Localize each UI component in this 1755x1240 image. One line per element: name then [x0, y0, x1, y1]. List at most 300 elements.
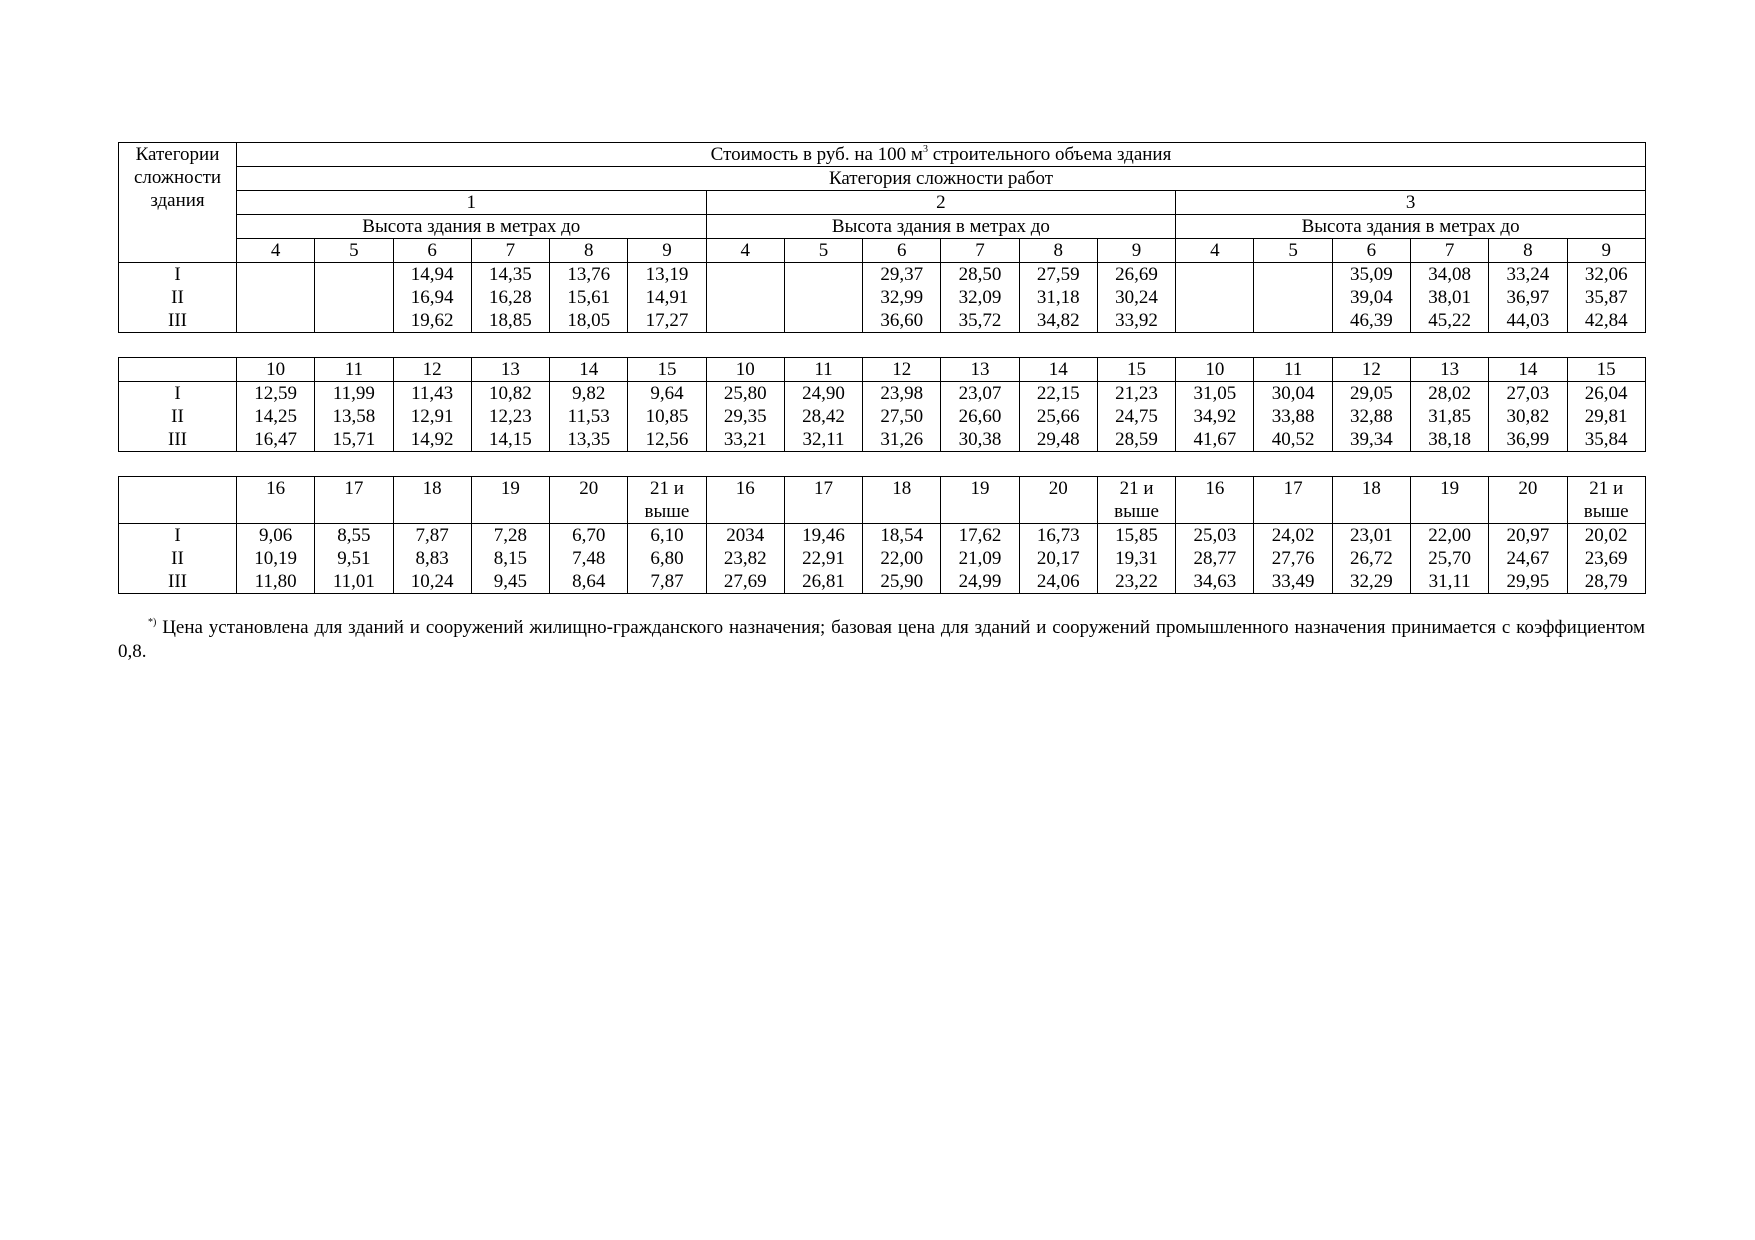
price-value: 36,99 — [1506, 429, 1550, 450]
price-value: 34,82 — [1036, 310, 1080, 331]
price-column — [1567, 382, 1645, 452]
price-value — [317, 309, 390, 332]
footnote-text: Цена установлена для зданий и сооружений жилищно-гражданского назначения; базовая цена для зданий и сооружений промышленного назначения принимается с коэффициентом 0,8. — [118, 617, 1645, 662]
price-value: 28,77 — [1193, 548, 1237, 569]
height-cell: 6 — [863, 239, 941, 263]
price-value: 10,82 — [489, 383, 532, 404]
height-cell: 7 — [471, 239, 549, 263]
height-header-3: Высота здания в метрах до — [1176, 215, 1646, 239]
price-value: 11,53 — [567, 406, 610, 427]
price-value: 24,67 — [1506, 548, 1550, 569]
height-cell: 5 — [1254, 239, 1332, 263]
price-value: 23,98 — [880, 383, 924, 404]
price-value: 20,97 — [1506, 525, 1550, 546]
price-value: 20,17 — [1036, 548, 1080, 569]
price-value: 10,24 — [410, 571, 454, 592]
price-column — [1254, 263, 1332, 333]
height-cell: 10 — [237, 358, 315, 382]
price-value: 28,59 — [1115, 429, 1158, 450]
price-values-row — [119, 524, 1646, 594]
price-value: 23,69 — [1584, 548, 1628, 569]
price-value: 26,69 — [1115, 264, 1158, 285]
price-column — [941, 524, 1019, 594]
price-value: 2034 — [726, 525, 765, 546]
price-column — [1254, 524, 1332, 594]
price-column — [1019, 524, 1097, 594]
price-value: 39,34 — [1349, 429, 1393, 450]
price-column — [1332, 263, 1410, 333]
price-value: 24,90 — [802, 383, 845, 404]
price-value: 38,18 — [1428, 429, 1471, 450]
price-value: 20,02 — [1584, 525, 1628, 546]
price-value: 34,08 — [1428, 264, 1471, 285]
price-value: 30,38 — [958, 429, 1002, 450]
height-header-2: Высота здания в метрах до — [706, 215, 1176, 239]
price-value: 33,92 — [1115, 310, 1158, 331]
price-value: 14,92 — [410, 429, 454, 450]
price-value — [239, 286, 312, 309]
price-value: 19,62 — [410, 310, 454, 331]
price-column — [1332, 524, 1410, 594]
price-column — [393, 263, 471, 333]
category-labels — [119, 524, 237, 594]
price-value: 29,81 — [1584, 406, 1628, 427]
price-column — [1097, 263, 1175, 333]
height-values-row — [119, 358, 1646, 382]
price-value: 18,54 — [880, 525, 924, 546]
price-value — [317, 286, 390, 309]
price-value: 33,49 — [1271, 571, 1315, 592]
height-cell: 15 — [1097, 358, 1175, 382]
price-value: 32,09 — [958, 287, 1002, 308]
building-category-label: III — [168, 429, 187, 450]
price-value: 27,59 — [1036, 264, 1080, 285]
price-value: 30,24 — [1115, 287, 1158, 308]
price-value: 27,50 — [880, 406, 924, 427]
price-value: 16,28 — [489, 287, 532, 308]
price-value: 36,60 — [880, 310, 924, 331]
work-category-3: 3 — [1176, 191, 1646, 215]
price-column — [315, 263, 393, 333]
price-column — [1567, 263, 1645, 333]
price-table-part-1 — [118, 142, 1646, 333]
height-cell: 13 — [941, 358, 1019, 382]
price-value — [709, 286, 782, 309]
height-values-row — [119, 239, 1646, 263]
price-value: 12,91 — [410, 406, 454, 427]
price-column — [1254, 382, 1332, 452]
height-values-row — [119, 477, 1646, 524]
price-value: 38,01 — [1428, 287, 1471, 308]
height-cell: 14 — [550, 358, 628, 382]
price-value: 12,23 — [489, 406, 532, 427]
price-value: 26,81 — [802, 571, 845, 592]
price-value: 6,10 — [650, 525, 684, 546]
price-value: 35,84 — [1584, 429, 1628, 450]
price-value: 39,04 — [1349, 287, 1393, 308]
price-value: 29,48 — [1036, 429, 1080, 450]
price-column — [393, 382, 471, 452]
price-column — [628, 263, 706, 333]
height-cell: 5 — [315, 239, 393, 263]
price-value: 31,18 — [1036, 287, 1080, 308]
price-column — [706, 263, 784, 333]
height-cell: 5 — [784, 239, 862, 263]
price-column — [393, 524, 471, 594]
height-cell: 4 — [1176, 239, 1254, 263]
price-column — [863, 524, 941, 594]
price-column — [237, 524, 315, 594]
price-column — [1410, 524, 1488, 594]
height-cell: 7 — [941, 239, 1019, 263]
price-value: 30,04 — [1271, 383, 1315, 404]
building-category-label: III — [168, 310, 187, 331]
price-value — [239, 263, 312, 286]
price-value: 17,62 — [958, 525, 1002, 546]
height-cell: 21 и выше — [1567, 477, 1645, 524]
price-value: 26,72 — [1349, 548, 1393, 569]
price-value: 17,27 — [645, 310, 689, 331]
work-category-header: Категория сложности работ — [237, 167, 1646, 191]
price-value: 22,15 — [1036, 383, 1080, 404]
price-value: 11,80 — [254, 571, 297, 592]
height-cell: 18 — [393, 477, 471, 524]
price-table-part-2 — [118, 357, 1646, 452]
price-value: 23,82 — [723, 548, 767, 569]
price-value: 9,64 — [650, 383, 684, 404]
price-column — [1176, 524, 1254, 594]
price-value: 15,61 — [567, 287, 611, 308]
price-value: 15,85 — [1115, 525, 1158, 546]
price-value: 14,94 — [410, 264, 454, 285]
price-column — [628, 382, 706, 452]
price-value: 9,51 — [337, 548, 371, 569]
price-value: 24,02 — [1271, 525, 1315, 546]
price-value: 18,85 — [489, 310, 532, 331]
price-value: 14,25 — [254, 406, 297, 427]
price-column — [1410, 263, 1488, 333]
price-column — [1332, 382, 1410, 452]
price-value: 29,95 — [1506, 571, 1550, 592]
height-cell: 19 — [471, 477, 549, 524]
height-cell: 4 — [237, 239, 315, 263]
height-cell: 11 — [1254, 358, 1332, 382]
price-value: 33,24 — [1506, 264, 1550, 285]
price-value: 44,03 — [1506, 310, 1550, 331]
price-value: 25,70 — [1428, 548, 1471, 569]
building-category-label: II — [171, 548, 184, 569]
price-value — [1256, 263, 1329, 286]
price-value: 7,87 — [650, 571, 684, 592]
price-value: 27,03 — [1506, 383, 1550, 404]
price-column — [1489, 263, 1567, 333]
price-value: 34,92 — [1193, 406, 1237, 427]
height-cell: 15 — [628, 358, 706, 382]
height-cell: 9 — [1567, 239, 1645, 263]
price-value: 34,63 — [1193, 571, 1237, 592]
height-cell: 10 — [706, 358, 784, 382]
price-column — [784, 524, 862, 594]
price-value: 25,80 — [723, 383, 767, 404]
price-value: 10,85 — [645, 406, 689, 427]
height-cell: 8 — [1019, 239, 1097, 263]
price-column — [1019, 263, 1097, 333]
price-column — [784, 382, 862, 452]
price-value: 33,21 — [723, 429, 767, 450]
price-column — [706, 382, 784, 452]
price-value: 7,28 — [493, 525, 528, 546]
price-value: 10,19 — [254, 548, 297, 569]
price-value: 28,02 — [1428, 383, 1471, 404]
price-column — [550, 263, 628, 333]
price-value: 45,22 — [1428, 310, 1471, 331]
price-column — [1489, 382, 1567, 452]
price-value: 8,55 — [337, 525, 371, 546]
price-column — [1567, 524, 1645, 594]
height-cell: 19 — [1410, 477, 1488, 524]
price-column — [471, 382, 549, 452]
price-value: 31,05 — [1193, 383, 1237, 404]
height-cell: 21 и выше — [628, 477, 706, 524]
price-value: 29,35 — [723, 406, 767, 427]
price-value: 28,50 — [958, 264, 1002, 285]
price-value: 6,70 — [572, 525, 606, 546]
height-cell: 9 — [1097, 239, 1175, 263]
price-value: 13,19 — [645, 264, 689, 285]
price-column — [1097, 524, 1175, 594]
price-column — [863, 382, 941, 452]
price-value — [787, 309, 860, 332]
price-value: 32,29 — [1349, 571, 1393, 592]
price-value: 25,66 — [1036, 406, 1080, 427]
price-values-row — [119, 382, 1646, 452]
building-category-label: II — [171, 406, 184, 427]
height-cell: 14 — [1489, 358, 1567, 382]
price-column — [550, 524, 628, 594]
price-value: 42,84 — [1584, 310, 1628, 331]
price-value: 14,35 — [489, 264, 532, 285]
price-value — [709, 309, 782, 332]
price-value: 29,37 — [880, 264, 924, 285]
price-value: 24,06 — [1036, 571, 1080, 592]
price-column — [706, 524, 784, 594]
price-value: 19,31 — [1115, 548, 1158, 569]
height-cell: 7 — [1410, 239, 1488, 263]
document-page — [118, 142, 1645, 683]
building-category-label: II — [171, 287, 184, 308]
height-cell: 13 — [471, 358, 549, 382]
height-cell: 17 — [1254, 477, 1332, 524]
price-value: 9,06 — [259, 525, 293, 546]
price-value: 13,35 — [567, 429, 611, 450]
price-values-row — [119, 263, 1646, 333]
price-column — [315, 524, 393, 594]
price-value: 24,99 — [958, 571, 1002, 592]
price-value: 33,88 — [1271, 406, 1315, 427]
price-value: 13,58 — [332, 406, 376, 427]
price-value: 12,56 — [645, 429, 689, 450]
price-value: 32,06 — [1584, 264, 1628, 285]
price-value: 19,46 — [802, 525, 845, 546]
price-column — [471, 263, 549, 333]
price-value: 18,05 — [567, 310, 611, 331]
price-column — [1176, 263, 1254, 333]
building-category-label: I — [174, 264, 181, 285]
price-column — [1489, 524, 1567, 594]
height-cell: 17 — [784, 477, 862, 524]
price-value: 46,39 — [1349, 310, 1393, 331]
price-value — [1178, 263, 1251, 286]
height-cell: 12 — [1332, 358, 1410, 382]
price-value: 27,69 — [723, 571, 767, 592]
height-cell: 20 — [550, 477, 628, 524]
price-value: 35,09 — [1349, 264, 1393, 285]
row-label-header — [119, 358, 237, 382]
price-value: 8,83 — [415, 548, 449, 569]
price-value: 22,91 — [802, 548, 845, 569]
footnote — [118, 616, 1645, 664]
price-value: 24,75 — [1115, 406, 1158, 427]
price-value: 11,43 — [411, 383, 454, 404]
category-labels — [119, 263, 237, 333]
height-cell: 18 — [1332, 477, 1410, 524]
height-cell: 14 — [1019, 358, 1097, 382]
price-value: 25,90 — [880, 571, 924, 592]
price-column — [237, 382, 315, 452]
price-value: 13,76 — [567, 264, 611, 285]
price-value: 31,11 — [1428, 571, 1471, 592]
height-cell: 10 — [1176, 358, 1254, 382]
height-cell: 17 — [315, 477, 393, 524]
price-column — [471, 524, 549, 594]
height-cell: 4 — [706, 239, 784, 263]
price-value: 36,97 — [1506, 287, 1550, 308]
price-value: 16,47 — [254, 429, 297, 450]
price-value: 32,99 — [880, 287, 924, 308]
price-value: 26,04 — [1584, 383, 1628, 404]
work-category-2: 2 — [706, 191, 1176, 215]
height-cell: 8 — [550, 239, 628, 263]
price-value: 14,91 — [645, 287, 689, 308]
price-value — [787, 263, 860, 286]
price-value: 12,59 — [254, 383, 297, 404]
height-cell: 6 — [393, 239, 471, 263]
title-text: Стоимость в руб. на 100 м — [710, 144, 923, 165]
price-column — [315, 382, 393, 452]
price-value: 27,76 — [1271, 548, 1315, 569]
price-value: 41,67 — [1193, 429, 1237, 450]
category-labels — [119, 382, 237, 452]
height-cell: 16 — [706, 477, 784, 524]
price-value: 11,01 — [332, 571, 375, 592]
height-cell: 13 — [1410, 358, 1488, 382]
price-value: 11,99 — [332, 383, 375, 404]
price-value — [709, 263, 782, 286]
height-cell: 16 — [237, 477, 315, 524]
height-cell: 18 — [863, 477, 941, 524]
price-value: 16,94 — [410, 287, 454, 308]
price-column — [863, 263, 941, 333]
price-column — [1410, 382, 1488, 452]
price-value: 29,05 — [1349, 383, 1393, 404]
price-value: 40,52 — [1271, 429, 1315, 450]
price-column — [1097, 382, 1175, 452]
price-value: 7,87 — [415, 525, 449, 546]
corner-header: Категории сложности здания — [119, 143, 237, 263]
price-value — [1256, 286, 1329, 309]
price-value: 23,07 — [958, 383, 1002, 404]
price-value: 25,03 — [1193, 525, 1237, 546]
price-value — [317, 263, 390, 286]
price-value: 28,79 — [1584, 571, 1628, 592]
price-value — [1178, 286, 1251, 309]
price-value: 31,26 — [880, 429, 924, 450]
price-value: 9,82 — [572, 383, 606, 404]
title-text-end: строительного объема здания — [927, 144, 1172, 165]
price-value: 16,73 — [1036, 525, 1080, 546]
building-category-label: III — [168, 571, 187, 592]
price-value: 8,15 — [493, 548, 528, 569]
price-value: 23,22 — [1115, 571, 1158, 592]
height-cell: 16 — [1176, 477, 1254, 524]
price-value — [1178, 309, 1251, 332]
price-value: 31,85 — [1428, 406, 1471, 427]
price-value: 28,42 — [802, 406, 845, 427]
height-cell: 11 — [784, 358, 862, 382]
price-value: 7,48 — [572, 548, 606, 569]
price-value: 9,45 — [493, 571, 528, 592]
height-cell: 21 и выше — [1097, 477, 1175, 524]
height-cell: 12 — [393, 358, 471, 382]
price-value: 22,00 — [1428, 525, 1471, 546]
building-category-label: I — [174, 383, 181, 404]
building-category-label: I — [174, 525, 181, 546]
height-cell: 20 — [1019, 477, 1097, 524]
height-cell: 6 — [1332, 239, 1410, 263]
price-value: 14,15 — [489, 429, 532, 450]
price-value: 23,01 — [1349, 525, 1393, 546]
price-column — [1176, 382, 1254, 452]
title-superscript: 3 — [922, 144, 928, 155]
price-value — [787, 286, 860, 309]
price-value: 32,11 — [802, 429, 845, 450]
height-header-1: Высота здания в метрах до — [237, 215, 707, 239]
height-cell: 20 — [1489, 477, 1567, 524]
price-value: 8,64 — [572, 571, 606, 592]
price-value: 21,23 — [1115, 383, 1158, 404]
price-value: 35,87 — [1584, 287, 1628, 308]
price-value: 22,00 — [880, 548, 924, 569]
table-title — [237, 143, 1646, 167]
price-column — [941, 263, 1019, 333]
price-value: 30,82 — [1506, 406, 1550, 427]
height-cell: 19 — [941, 477, 1019, 524]
work-category-1: 1 — [237, 191, 707, 215]
price-value: 15,71 — [332, 429, 376, 450]
row-label-header — [119, 477, 237, 524]
price-value: 6,80 — [650, 548, 684, 569]
height-cell: 11 — [315, 358, 393, 382]
height-cell: 12 — [863, 358, 941, 382]
price-value: 26,60 — [958, 406, 1002, 427]
price-column — [941, 382, 1019, 452]
price-value — [239, 309, 312, 332]
price-value: 32,88 — [1349, 406, 1393, 427]
price-column — [784, 263, 862, 333]
price-column — [1019, 382, 1097, 452]
price-value: 21,09 — [958, 548, 1002, 569]
footnote-marker: *) — [148, 617, 157, 628]
